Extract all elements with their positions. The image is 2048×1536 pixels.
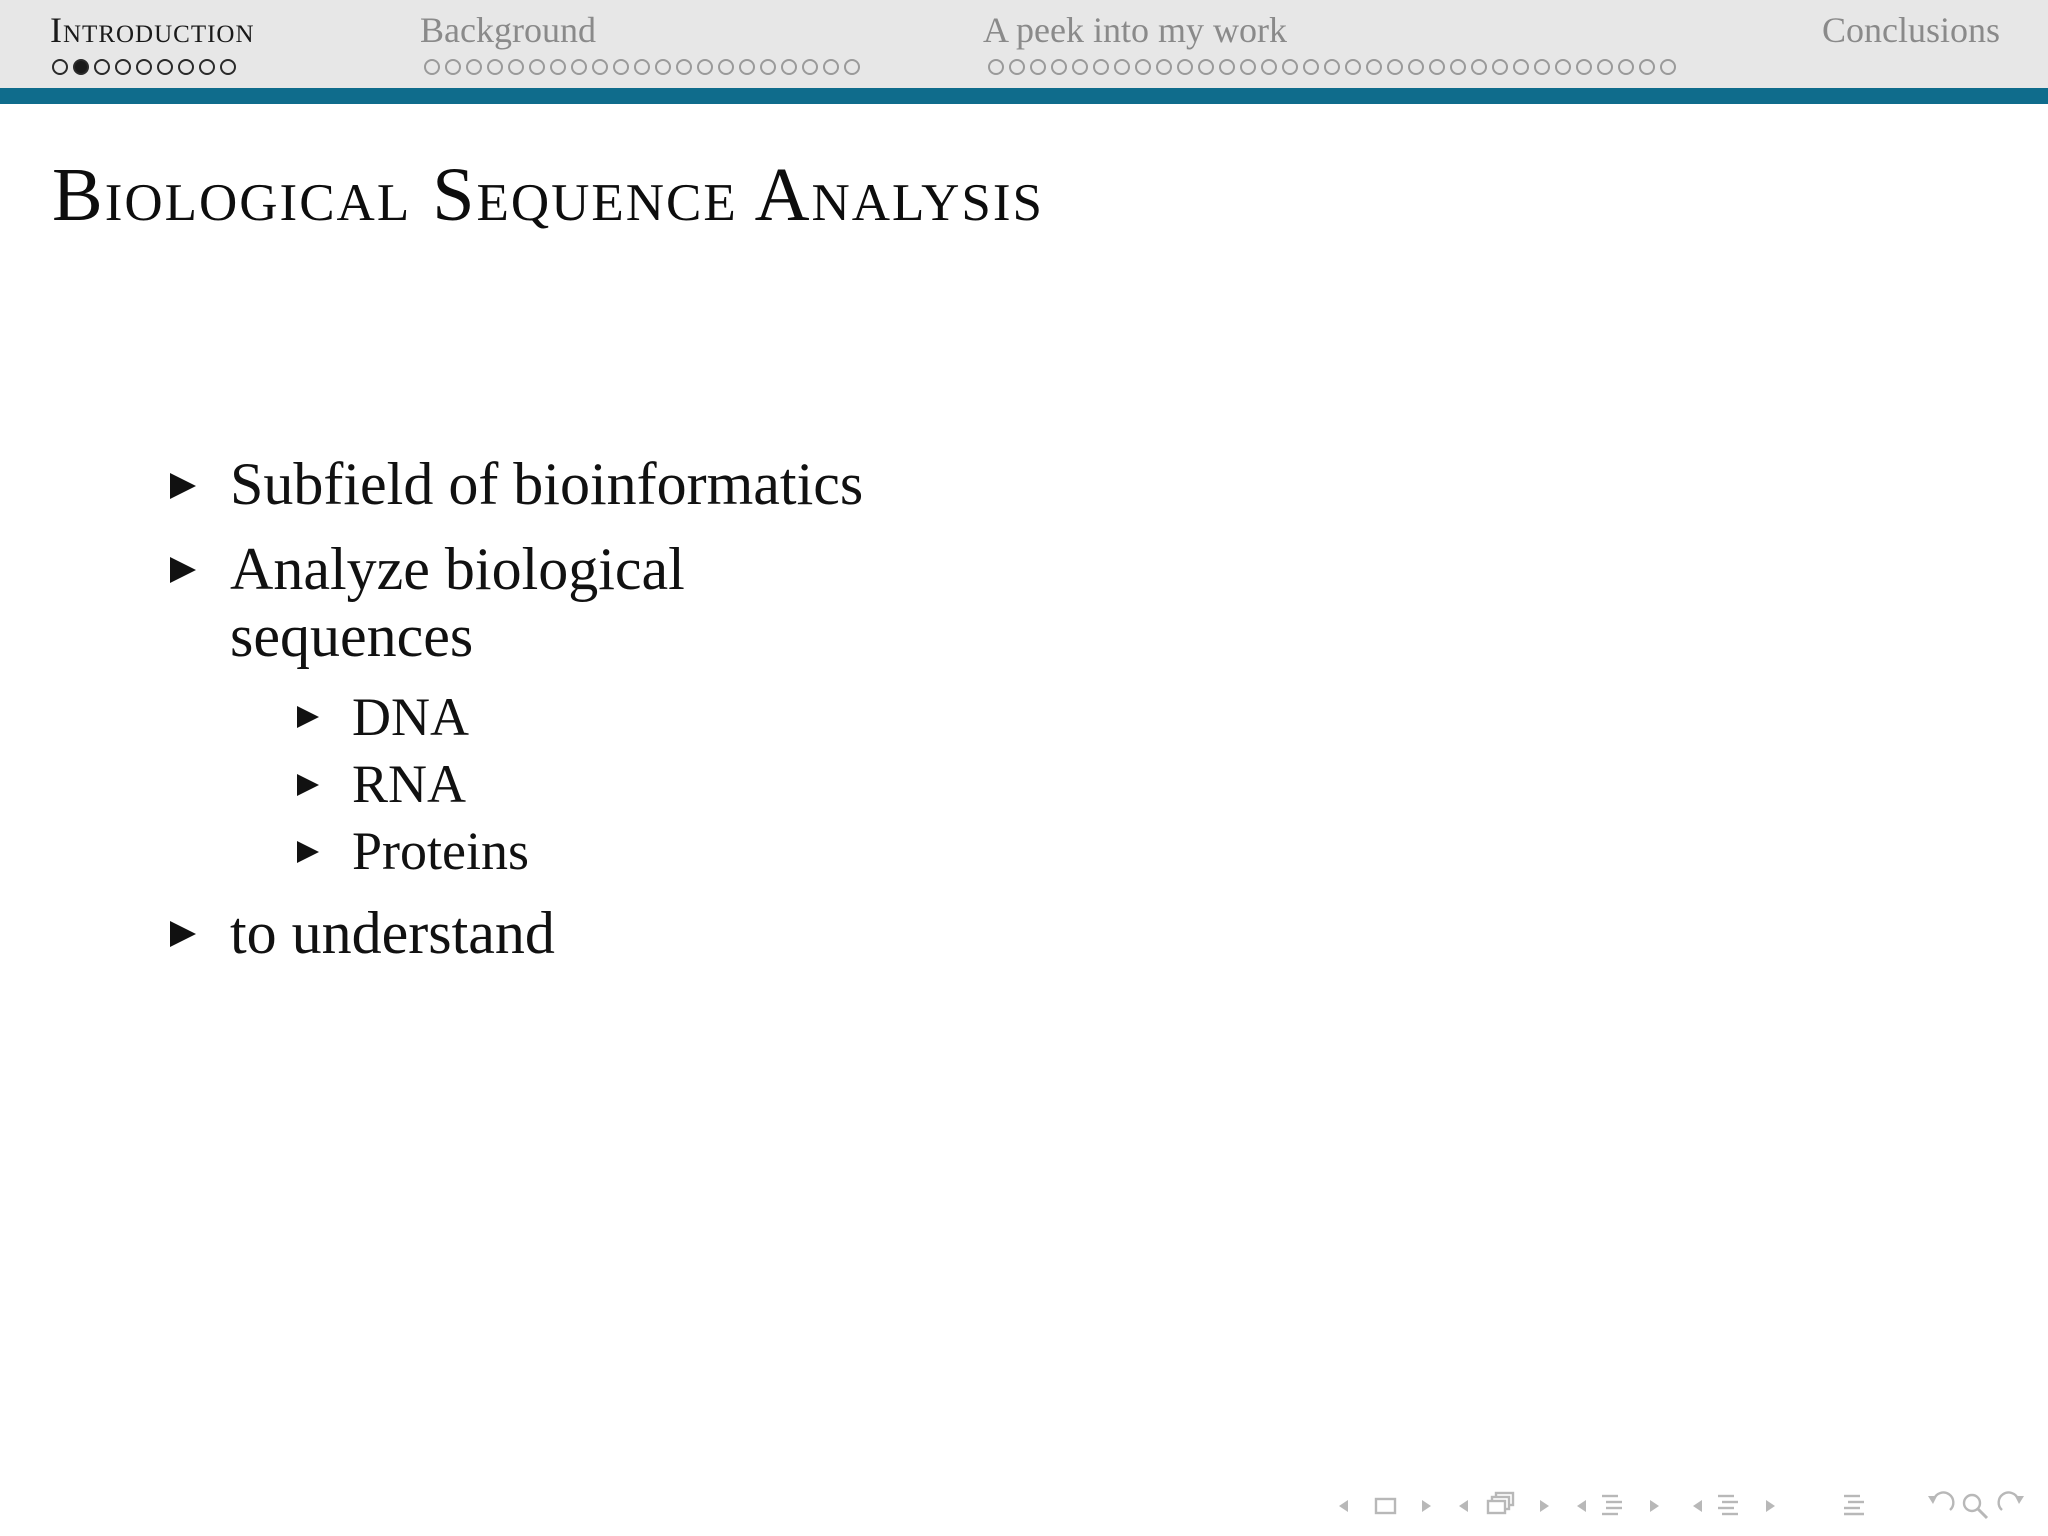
slide-dot[interactable] <box>1534 59 1550 75</box>
navigation-symbols <box>1336 1490 2036 1522</box>
slide-dot[interactable] <box>718 59 734 75</box>
sub-bullet-item: Proteins <box>352 821 530 881</box>
slide-icon[interactable] <box>1374 1490 1398 1522</box>
sub-bullet-triangle-icon <box>297 774 319 796</box>
slide-dot[interactable] <box>1597 59 1613 75</box>
forward-icon[interactable] <box>1996 1490 2028 1522</box>
slide-dot[interactable] <box>1576 59 1592 75</box>
slide-dot[interactable] <box>592 59 608 75</box>
bullet-item: to understand <box>230 900 555 966</box>
bullet-triangle-icon <box>170 557 196 583</box>
bullet-triangle-icon <box>170 921 196 947</box>
slide-dot[interactable] <box>199 59 215 75</box>
headline-navigation <box>0 0 2048 88</box>
slide-dot[interactable] <box>634 59 650 75</box>
frame-next-icon[interactable] <box>1538 1490 1552 1522</box>
sub-bullet-triangle-icon <box>297 841 319 863</box>
subsection-icon[interactable] <box>1600 1490 1626 1522</box>
slide-dot[interactable] <box>1051 59 1067 75</box>
slide-dots-background[interactable] <box>424 57 865 79</box>
slide-dot[interactable] <box>1345 59 1361 75</box>
slide-dot[interactable] <box>844 59 860 75</box>
slide-dot[interactable] <box>157 59 173 75</box>
slide-dot[interactable] <box>739 59 755 75</box>
slide-dot[interactable] <box>1219 59 1235 75</box>
slide-dot[interactable] <box>613 59 629 75</box>
slide-dot[interactable] <box>676 59 692 75</box>
section-next-icon[interactable] <box>1764 1490 1778 1522</box>
section-link-background[interactable]: Background <box>420 10 596 50</box>
slide-dot[interactable] <box>1114 59 1130 75</box>
section-link-conclusions[interactable]: Conclusions <box>1821 10 2000 50</box>
slide-dot[interactable] <box>1513 59 1529 75</box>
slide-dot[interactable] <box>1240 59 1256 75</box>
slide-dot[interactable] <box>1072 59 1088 75</box>
sub-bullet-item: DNA <box>352 687 469 747</box>
slide-prev-icon[interactable] <box>1336 1490 1350 1522</box>
slide-dot[interactable] <box>1492 59 1508 75</box>
document-icon[interactable] <box>1842 1490 1868 1522</box>
slide-dot[interactable] <box>136 59 152 75</box>
slide-dot[interactable] <box>1198 59 1214 75</box>
slide-dot[interactable] <box>1408 59 1424 75</box>
slide-dot[interactable] <box>1135 59 1151 75</box>
slide-dot[interactable] <box>655 59 671 75</box>
slide-dot[interactable] <box>697 59 713 75</box>
bullet-item: Subfield of bioinformatics <box>230 451 864 517</box>
slide-dot[interactable] <box>988 59 1004 75</box>
slide-dot[interactable] <box>424 59 440 75</box>
slide-dot[interactable] <box>1366 59 1382 75</box>
slide-dot[interactable] <box>466 59 482 75</box>
slide-dot[interactable] <box>94 59 110 75</box>
slide-dot[interactable] <box>487 59 503 75</box>
slide-dot[interactable] <box>823 59 839 75</box>
slide-dot[interactable] <box>1387 59 1403 75</box>
slide-dot[interactable] <box>1093 59 1109 75</box>
slide-dot[interactable] <box>1660 59 1676 75</box>
slide-dot[interactable] <box>1450 59 1466 75</box>
slide-dots-introduction[interactable] <box>52 57 241 79</box>
back-icon[interactable] <box>1924 1490 1956 1522</box>
subsection-next-icon[interactable] <box>1648 1490 1662 1522</box>
frame-prev-icon[interactable] <box>1456 1490 1470 1522</box>
bullet-item-continuation: sequences <box>230 603 474 669</box>
bullet-triangle-icon <box>170 473 196 499</box>
bullet-item: Analyze biological <box>230 536 685 602</box>
slide-dot[interactable] <box>1471 59 1487 75</box>
slide-next-icon[interactable] <box>1420 1490 1434 1522</box>
slide-dot[interactable] <box>1156 59 1172 75</box>
slide-dot[interactable] <box>445 59 461 75</box>
section-link-peek-into-my-work[interactable]: A peek into my work <box>983 10 1287 50</box>
frame-title: Biological Sequence Analysis <box>52 153 1044 237</box>
sub-bullet-triangle-icon <box>297 706 319 728</box>
search-icon[interactable] <box>1960 1490 1990 1522</box>
slide-dot[interactable] <box>52 59 68 75</box>
slide-dot[interactable] <box>781 59 797 75</box>
slide-dot[interactable] <box>529 59 545 75</box>
section-prev-icon[interactable] <box>1690 1490 1704 1522</box>
slide-dot[interactable] <box>1177 59 1193 75</box>
slide-dot[interactable] <box>1429 59 1445 75</box>
slide-dot[interactable] <box>178 59 194 75</box>
frame-icon[interactable] <box>1486 1490 1516 1522</box>
section-link-introduction[interactable]: Introduction <box>50 10 255 50</box>
subsection-prev-icon[interactable] <box>1574 1490 1588 1522</box>
slide-dot[interactable] <box>115 59 131 75</box>
slide-dot[interactable] <box>1324 59 1340 75</box>
section-icon[interactable] <box>1716 1490 1742 1522</box>
sub-bullet-item: RNA <box>352 754 467 814</box>
slide-dot[interactable] <box>73 59 89 75</box>
slide-dot[interactable] <box>1303 59 1319 75</box>
slide-dot[interactable] <box>1282 59 1298 75</box>
slide-dot[interactable] <box>802 59 818 75</box>
slide-dot[interactable] <box>1639 59 1655 75</box>
slide-dot[interactable] <box>1030 59 1046 75</box>
headline-divider <box>0 88 2048 104</box>
slide-dot[interactable] <box>760 59 776 75</box>
slide-dot[interactable] <box>1618 59 1634 75</box>
slide-dot[interactable] <box>1261 59 1277 75</box>
slide-dot[interactable] <box>1009 59 1025 75</box>
slide-dot[interactable] <box>550 59 566 75</box>
slide-dot[interactable] <box>571 59 587 75</box>
slide-dot[interactable] <box>508 59 524 75</box>
slide-dots-peek-into-my-work[interactable] <box>988 57 1681 79</box>
slide-dot[interactable] <box>1555 59 1571 75</box>
slide-dot[interactable] <box>220 59 236 75</box>
